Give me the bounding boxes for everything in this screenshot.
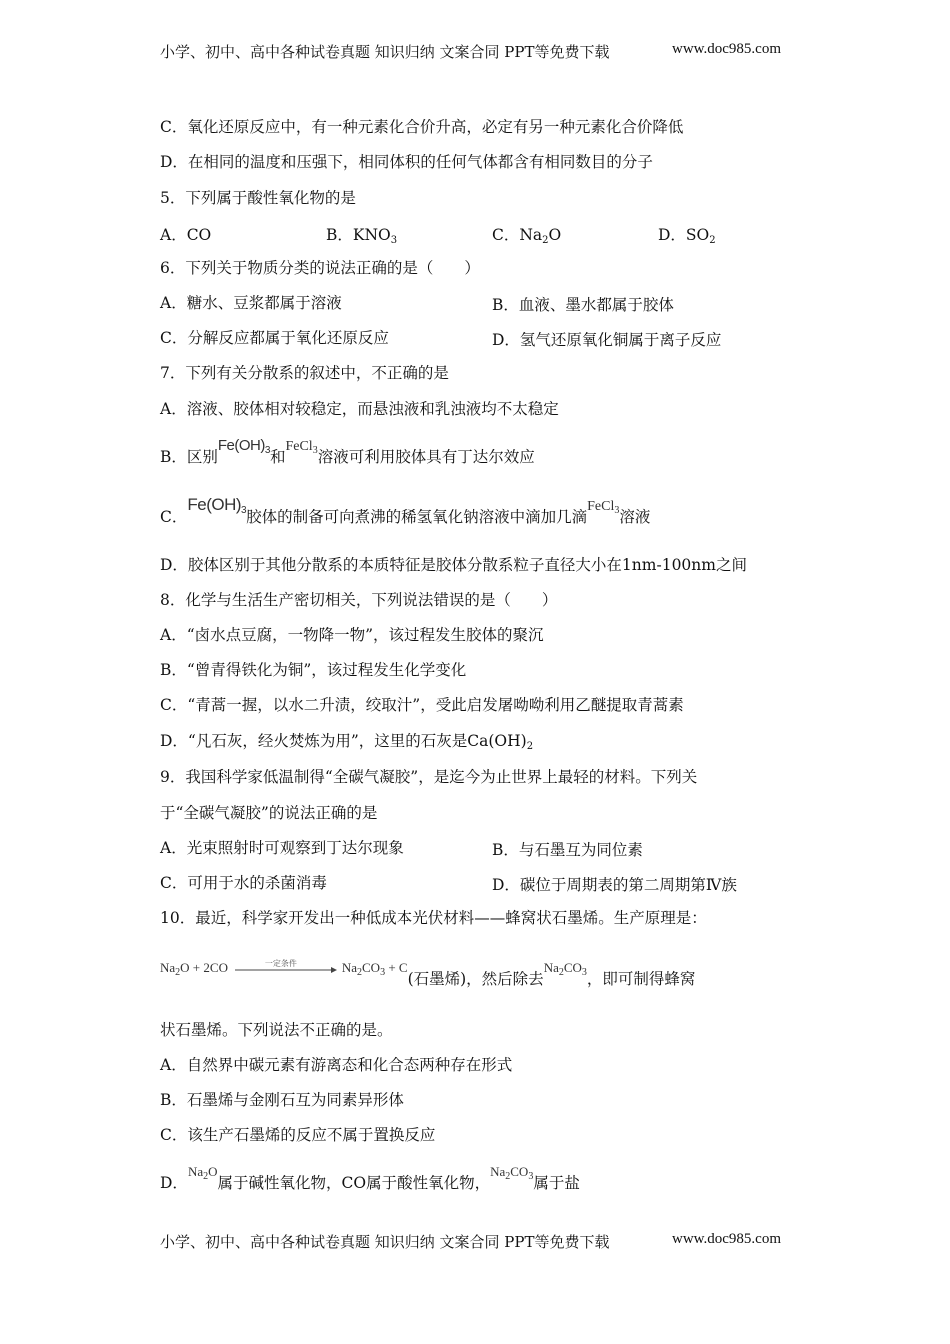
formula-na2co3: $Na_2CO_3$: [543, 960, 587, 978]
q6-stem: 6．下列关于物质分类的说法正确的是（ ）: [160, 259, 480, 277]
header-site-link[interactable]: www.doc985.com: [672, 41, 782, 57]
q7-stem: 7．下列有关分散系的叙述中，不正确的是: [160, 364, 449, 382]
equation-reactants: $Na_2O + 2CO$: [160, 960, 228, 978]
q8-option-a: A．“卤水点豆腐，一物降一物”，该过程发生胶体的聚沉: [160, 626, 544, 644]
equation-products: $Na_2CO_3 + C$: [341, 960, 408, 978]
page-header: [160, 41, 800, 62]
q10-stem-line1: 10．最近，科学家开发出一种低成本光伏材料——蜂窝状石墨烯。生产原理是：: [160, 909, 707, 927]
formula-fecl3: FeCl$_3$: [285, 439, 318, 456]
reaction-arrow-icon: 一定条件: [233, 958, 337, 978]
q5-option-a: A．CO: [160, 226, 212, 244]
q8-option-d: D．“凡石灰，经火焚炼为用”，这里的石灰是$Ca(OH)_2$: [160, 732, 534, 752]
q7-option-b: B．区别$Fe(OH)_3$和FeCl$_3$溶液可利用胶体具有丁达尔效应: [160, 437, 535, 466]
q9-option-c: C．可用于水的杀菌消毒: [160, 874, 327, 892]
q6-option-b: B．血液、墨水都属于胶体: [492, 296, 674, 314]
q9-option-b: B．与石墨互为同位素: [492, 841, 643, 859]
footer-site-link[interactable]: www.doc985.com: [672, 1231, 782, 1247]
page-footer: [160, 1231, 800, 1252]
q5-option-b: B．$KNO_3$: [326, 226, 398, 246]
q6-option-a: A．糖水、豆浆都属于溶液: [160, 294, 342, 312]
q9-stem-line2: 于“全碳气凝胶”的说法正确的是: [160, 804, 378, 822]
q7-option-c: C．$Fe(OH)_3$胶体的制备可向煮沸的稀氢氧化钠溶液中滴加几滴FeCl$_3$溶液: [160, 495, 651, 526]
formula-na2co3: $Na_2CO_3$: [490, 1164, 534, 1182]
q6-option-d: D．氢气还原氧化铜属于离子反应: [492, 331, 722, 349]
q10-option-b: B．石墨烯与金刚石互为同素异形体: [160, 1091, 404, 1109]
q4-option-d: D．在相同的温度和压强下，相同体积的任何气体都含有相同数目的分子: [160, 153, 653, 171]
q10-option-c: C．该生产石墨烯的反应不属于置换反应: [160, 1126, 436, 1144]
footer-text: 小学、初中、高中各种试卷真题 知识归纳 文案合同 PPT等免费下载: [160, 1233, 610, 1251]
formula-fecl3: FeCl$_3$: [587, 499, 620, 516]
q5-option-c: C．$Na_2O$: [492, 226, 562, 246]
q9-option-d: D．碳位于周期表的第二周期第Ⅳ族: [492, 876, 737, 894]
header-text: 小学、初中、高中各种试卷真题 知识归纳 文案合同 PPT等免费下载: [160, 43, 610, 61]
q4-option-c: C．氧化还原反应中，有一种元素化合价升高，必定有另一种元素化合价降低: [160, 118, 684, 136]
q9-stem-line1: 9．我国科学家低温制得“全碳气凝胶”，是迄今为止世界上最轻的材料。下列关: [160, 768, 698, 786]
q10-stem-line2: 状石墨烯。下列说法不正确的是。: [160, 1021, 393, 1039]
q8-stem: 8．化学与生活生产密切相关，下列说法错误的是（ ）: [160, 591, 558, 609]
q10-option-a: A．自然界中碳元素有游离态和化合态两种存在形式: [160, 1056, 513, 1074]
q8-option-b: B．“曾青得铁化为铜”，该过程发生化学变化: [160, 661, 467, 679]
q10-option-d: D．$Na_2O$属于碱性氧化物，CO属于酸性氧化物，$Na_2CO_3$属于盐: [160, 1164, 580, 1192]
formula-fe-oh3: $Fe(OH)_3$: [217, 437, 270, 456]
q6-option-c: C．分解反应都属于氧化还原反应: [160, 329, 389, 347]
q7-option-d: D．胶体区别于其他分散系的本质特征是胶体分散系粒子直径大小在1nm-100nm之间: [160, 556, 747, 574]
formula-na2o: $Na_2O$: [187, 1164, 218, 1182]
q9-option-a: A．光束照射时可观察到丁达尔现象: [160, 839, 404, 857]
q10-equation-line: $Na_2O + 2CO$ 一定条件 $Na_2CO_3 + C$(石墨烯)，然后除去$Na_2CO_3$，即可制得蜂窝: [160, 959, 696, 988]
formula-fe-oh3: $Fe(OH)_3$: [187, 495, 247, 516]
q7-option-a: A．溶液、胶体相对较稳定，而悬浊液和乳浊液均不太稳定: [160, 400, 559, 418]
q8-option-c: C．“青蒿一握，以水二升渍，绞取汁”，受此启发屠呦呦利用乙醚提取青蒿素: [160, 696, 684, 714]
q5-stem: 5．下列属于酸性氧化物的是: [160, 189, 356, 207]
q5-option-d: D．$SO_2$: [658, 226, 716, 246]
